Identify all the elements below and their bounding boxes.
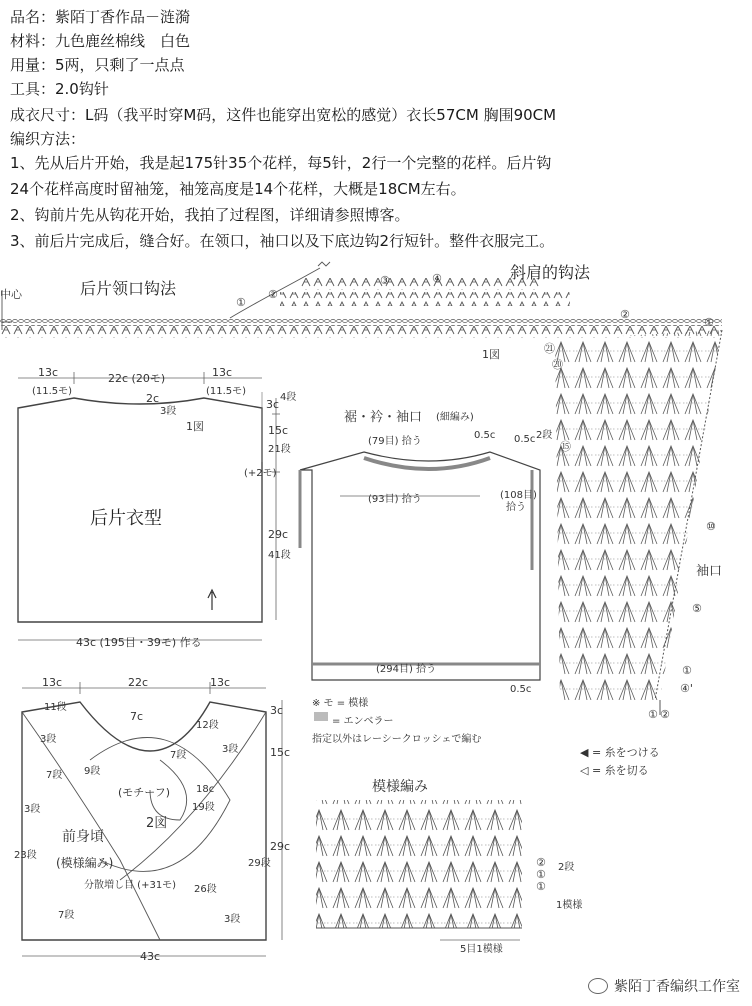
brand-name: 紫陌丁香编织工作室 bbox=[614, 979, 740, 995]
front-row-13: 29段 bbox=[248, 858, 271, 869]
neck-row-mark-2: ② bbox=[268, 288, 278, 301]
legend-cut: ◁ = 糸を切る bbox=[580, 764, 649, 777]
header-line-9: 2、钩前片先从钩花开始，我拍了过程图，详细请参照博客。 bbox=[10, 206, 410, 224]
shoulder-bottom-mark-1: ① bbox=[648, 708, 658, 721]
front-row-4: 9段 bbox=[84, 766, 101, 777]
edging-legend-3: 指定以外はレーシークロッシェで編む bbox=[312, 734, 482, 745]
back-fig: 1図 bbox=[186, 420, 204, 433]
shoulder-mark-20: ⑳ bbox=[552, 358, 563, 371]
front-row-3: 7段 bbox=[46, 770, 63, 781]
edging-legend-2: = エンベラー bbox=[332, 716, 394, 727]
back-top-right-sub: (11.5モ) bbox=[206, 386, 247, 397]
back-side-3-rows: 41段 bbox=[268, 550, 291, 561]
shoulder-right-mark-2: ② bbox=[620, 308, 630, 321]
back-piece-name: 后片衣型 bbox=[90, 508, 162, 529]
shoulder-mark-1: ① bbox=[682, 664, 692, 677]
header-line-10: 3、前后片完成后，缝合好。在领口，袖口以及下底边钩2行短针。整件衣服完工。 bbox=[10, 232, 555, 250]
edging-width-1: 0.5c bbox=[474, 430, 496, 441]
back-side-2-rows: 21段 bbox=[268, 444, 291, 455]
shoulder-mark-4p: ④' bbox=[680, 682, 693, 695]
front-row-8: 18c bbox=[196, 784, 215, 795]
shoulder-chart-fig: 1図 bbox=[482, 348, 500, 361]
header-line-6: 编织方法： bbox=[10, 130, 86, 148]
back-neck-rows: 3段 bbox=[160, 406, 177, 417]
neck-chart-center: 中心 bbox=[0, 288, 22, 301]
header-line-7: 1、先从后片开始，我是起175针35个花样，每5针，2行一个完整的花样。后片钩 bbox=[10, 154, 552, 172]
back-top-mid: 22c (20モ) bbox=[108, 372, 166, 385]
front-row-2: 3段 bbox=[40, 734, 57, 745]
back-neck-depth: 2c bbox=[146, 392, 160, 405]
edging-sleeve-pick: (108目) bbox=[500, 490, 537, 501]
legend-join: ◀ = 糸をつける bbox=[580, 746, 660, 759]
stitch-one-pattern: 1模様 bbox=[556, 900, 583, 911]
front-top-mid: 22c bbox=[128, 676, 149, 689]
back-side-3: 29c bbox=[268, 528, 289, 541]
front-row-1: 11段 bbox=[44, 702, 67, 713]
edging-front-pick: (93目) 拾う bbox=[368, 494, 422, 505]
edging-rows-1: 2段 bbox=[536, 430, 553, 441]
header-line-4: 工具：2.0钩针 bbox=[10, 80, 109, 98]
front-side-mid: 15c bbox=[270, 746, 291, 759]
edging-width-2: 0.5c bbox=[514, 434, 536, 445]
front-motif: (モチーフ) bbox=[118, 786, 171, 799]
front-row-15: 3段 bbox=[224, 914, 241, 925]
front-row-9: 19段 bbox=[192, 802, 215, 813]
stitch-chart-title: 模様編み bbox=[372, 779, 428, 795]
stitch-mark-2: ② bbox=[536, 856, 546, 869]
back-bottom: 43c (195目・39モ) 作る bbox=[76, 636, 202, 649]
front-piece-name: 前身頃 bbox=[62, 829, 104, 845]
edging-sleeve-pick-2: 拾う bbox=[506, 502, 526, 513]
neck-row-mark-4: ④ bbox=[432, 272, 442, 285]
back-top-left-sub: (11.5モ) bbox=[32, 386, 73, 397]
neck-chart-title: 后片领口钩法 bbox=[80, 279, 177, 298]
front-top-left: 13c bbox=[42, 676, 63, 689]
back-side-1-rows: 4段 bbox=[280, 392, 297, 403]
shoulder-mark-15: ⑮ bbox=[560, 440, 571, 453]
stitch-pattern-repeat: 5目1模様 bbox=[460, 944, 503, 955]
shoulder-bottom-mark-2: ② bbox=[660, 708, 670, 721]
shoulder-mark-21: ㉑ bbox=[544, 342, 555, 355]
sleeve-label: 袖口 bbox=[696, 564, 723, 579]
front-fig: 2図 bbox=[146, 816, 168, 831]
shoulder-mark-5: ⑤ bbox=[692, 602, 702, 615]
edging-legend-1: ※ モ = 模様 bbox=[312, 698, 369, 709]
wechat-icon bbox=[588, 978, 608, 994]
back-side-2: 15c bbox=[268, 424, 289, 437]
front-row-5: 12段 bbox=[196, 720, 219, 731]
stitch-mark-1a: ① bbox=[536, 868, 546, 881]
edging-width-3: 0.5c bbox=[510, 684, 532, 695]
front-top-right: 13c bbox=[210, 676, 231, 689]
header-line-2: 材料：九色鹿丝棉线 白色 bbox=[10, 32, 191, 50]
front-row-12: 26段 bbox=[194, 884, 217, 895]
back-side-plus: (+2モ) bbox=[244, 468, 277, 479]
shoulder-chart-title: 斜肩的钩法 bbox=[510, 263, 591, 282]
header-line-3: 用量：5两，只剩了一点点 bbox=[10, 56, 185, 74]
shoulder-mark-10: ⑩ bbox=[706, 520, 716, 533]
neck-row-mark-3: ③ bbox=[380, 274, 390, 287]
back-side-1: 3c bbox=[266, 398, 280, 411]
front-side-low: 29c bbox=[270, 840, 291, 853]
front-row-7: 3段 bbox=[222, 744, 239, 755]
back-top-left: 13c bbox=[38, 366, 59, 379]
edging-title: 裾・衿・袖口 bbox=[344, 410, 423, 425]
front-row-6: 7段 bbox=[170, 750, 187, 761]
stitch-mark-1b: ① bbox=[536, 880, 546, 893]
edging-bottom-pick: (294目) 拾う bbox=[376, 664, 437, 675]
stitch-two-rows: 2段 bbox=[558, 862, 575, 873]
cut-arrow-icon: ◁ bbox=[580, 764, 589, 777]
header-line-8: 24个花样高度时留袖笼，袖笼高度是14个花样，大概是18CM左右。 bbox=[10, 180, 466, 198]
shoulder-right-mark-1: ① bbox=[704, 316, 714, 329]
edging-title-sub: (細編み) bbox=[436, 412, 474, 423]
neck-row-mark-1: ① bbox=[236, 296, 246, 309]
front-row-10: 3段 bbox=[24, 804, 41, 815]
brand-watermark bbox=[588, 976, 740, 996]
front-depth: 3c bbox=[270, 704, 284, 717]
front-bottom: 43c bbox=[140, 950, 161, 963]
front-neck-1: 7c bbox=[130, 710, 144, 723]
join-arrow-icon: ◀ bbox=[580, 746, 589, 759]
edging-neck-pick: (79目) 拾う bbox=[368, 436, 422, 447]
front-row-14: 7段 bbox=[58, 910, 75, 921]
header-line-1: 品名：紫陌丁香作品－涟漪 bbox=[10, 8, 191, 26]
header-line-5: 成衣尺寸：L码（我平时穿M码，这件也能穿出宽松的感觉）衣长57CM 胸围90CM bbox=[10, 106, 557, 124]
front-increase: 分散増し目 (+31モ) bbox=[84, 880, 177, 891]
front-pattern: (模様編み) bbox=[56, 856, 114, 870]
back-top-right: 13c bbox=[212, 366, 233, 379]
front-row-11: 23段 bbox=[14, 850, 37, 861]
